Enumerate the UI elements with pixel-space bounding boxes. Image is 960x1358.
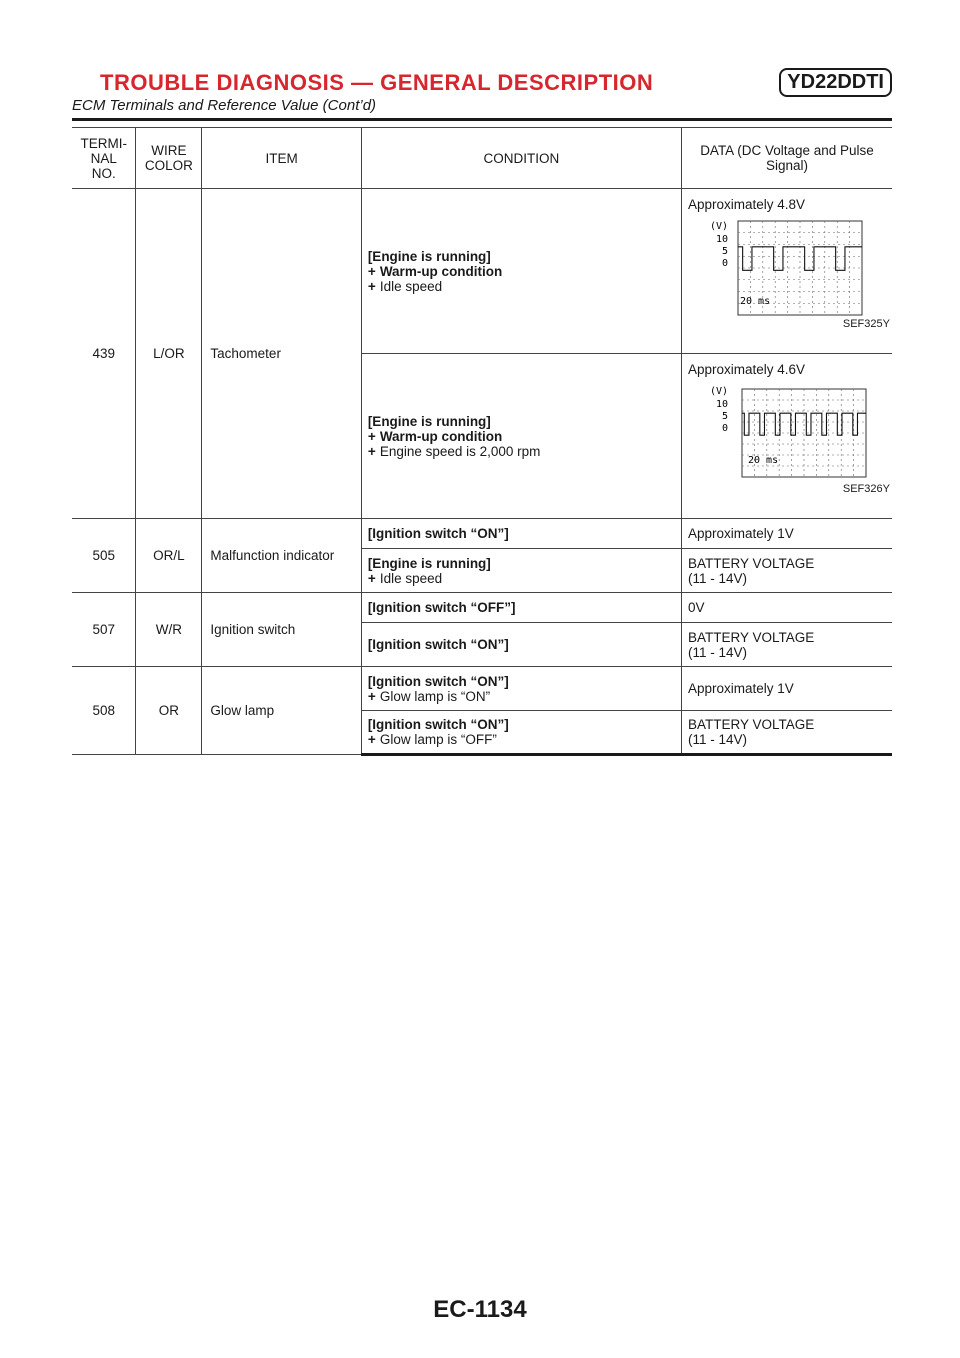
figure-caption: SEF325Y: [842, 318, 890, 330]
header-rule: [72, 118, 892, 121]
wire-color: OR: [136, 667, 202, 755]
bullet-mark: +: [367, 443, 376, 459]
scope-tick-label: 5: [721, 411, 728, 422]
condition-bullet: [368, 264, 675, 279]
condition-cell: [361, 667, 681, 711]
scope-time-label: 20 ms: [739, 296, 771, 307]
scope-tick-label: 10: [715, 399, 729, 410]
header-condition: CONDITION: [361, 128, 681, 189]
data-value: BATTERY VOLTAGE (11 - 14V): [681, 623, 892, 667]
ecm-terminal-table: [72, 127, 892, 756]
section-subtitle: ECM Terminals and Reference Value (Cont’d): [72, 97, 377, 114]
data-value: BATTERY VOLTAGE (11 - 14V): [681, 549, 892, 593]
scope-tick-label: 10: [715, 234, 729, 245]
bullet-text: Glow lamp is “ON”: [379, 688, 491, 704]
bullet-text: Idle speed: [379, 570, 443, 586]
engine-code-badge: YD22DDTI: [779, 68, 892, 97]
table-row: [72, 189, 892, 354]
scope-unit-label: (V): [709, 386, 729, 397]
condition-cell: [361, 711, 681, 755]
table-row: [72, 593, 892, 623]
condition-title: [Ignition switch “ON”]: [367, 717, 509, 732]
header-wire-color: WIRE COLOR: [136, 128, 202, 189]
bullet-mark: +: [367, 570, 376, 586]
condition-title: [Ignition switch “ON”]: [367, 673, 509, 689]
item-name: Tachometer: [202, 189, 361, 519]
scope-unit-label: (V): [709, 221, 729, 232]
scope-tick-label: 0: [721, 423, 728, 434]
condition-title: [Engine is running]: [367, 248, 491, 264]
condition-bullet: [368, 732, 675, 747]
condition-title: [Ignition switch “ON”]: [367, 637, 509, 652]
condition-bullet: [368, 279, 675, 294]
bullet-text: Warm-up condition: [379, 263, 503, 279]
wire-color: OR/L: [136, 519, 202, 593]
condition-cell: [361, 623, 681, 667]
condition-title: [Engine is running]: [367, 413, 491, 429]
terminal-number: 505: [72, 519, 136, 593]
scope-tick-label: 5: [721, 246, 728, 257]
page-number: EC-1134: [433, 1296, 527, 1323]
data-value: 0V: [681, 593, 892, 623]
header-data: DATA (DC Voltage and Pulse Signal): [681, 128, 892, 189]
item-name: Glow lamp: [202, 667, 361, 755]
condition-cell: [361, 549, 681, 593]
bullet-text: Glow lamp is “OFF”: [379, 732, 497, 747]
condition-bullet: [368, 571, 675, 586]
table-row: [72, 519, 892, 549]
wire-color: L/OR: [136, 189, 202, 519]
data-value: Approximately 1V: [681, 667, 892, 711]
scope-time-label: 20 ms: [747, 455, 779, 466]
data-value: Approximately 4.6V: [687, 362, 806, 377]
oscilloscope-graph: [696, 216, 890, 330]
bullet-mark: +: [367, 428, 376, 444]
condition-cell: [361, 593, 681, 623]
scope-tick-label: 0: [721, 258, 728, 269]
bullet-text: Idle speed: [379, 278, 443, 294]
data-value: BATTERY VOLTAGE (11 - 14V): [681, 711, 892, 755]
scope-svg: [696, 381, 886, 493]
condition-bullet: [368, 689, 675, 704]
terminal-number: 507: [72, 593, 136, 667]
table-header-row: [72, 128, 892, 189]
condition-bullet: [368, 444, 675, 459]
bullet-text: Warm-up condition: [379, 428, 503, 444]
title-row: [72, 68, 892, 97]
header-terminal: TERMI- NAL NO.: [72, 128, 136, 189]
item-name: Malfunction indicator: [202, 519, 361, 593]
condition-title: [Ignition switch “OFF”]: [367, 600, 516, 615]
condition-cell: [361, 519, 681, 549]
condition-cell: [361, 189, 681, 354]
bullet-text: Engine speed is 2,000 rpm: [379, 443, 541, 459]
condition-cell: [361, 354, 681, 519]
condition-title: [Engine is running]: [367, 555, 491, 571]
wire-color: W/R: [136, 593, 202, 667]
figure-caption: SEF326Y: [842, 483, 890, 495]
terminal-number: 439: [72, 189, 136, 519]
scope-svg: [696, 216, 886, 328]
page-header: [72, 68, 892, 114]
bullet-mark: +: [367, 263, 376, 279]
data-cell: [681, 354, 892, 519]
item-name: Ignition switch: [202, 593, 361, 667]
condition-title: [Ignition switch “ON”]: [367, 526, 509, 541]
data-value: Approximately 1V: [681, 519, 892, 549]
data-cell: [681, 189, 892, 354]
condition-bullet: [368, 429, 675, 444]
page-title: TROUBLE DIAGNOSIS — GENERAL DESCRIPTION: [100, 69, 654, 95]
table-row: [72, 667, 892, 711]
header-item: ITEM: [202, 128, 361, 189]
data-value: Approximately 4.8V: [687, 197, 806, 212]
bullet-mark: +: [367, 688, 376, 704]
bullet-mark: +: [367, 732, 376, 747]
bullet-mark: +: [367, 278, 376, 294]
oscilloscope-graph: [696, 381, 890, 495]
terminal-number: 508: [72, 667, 136, 755]
